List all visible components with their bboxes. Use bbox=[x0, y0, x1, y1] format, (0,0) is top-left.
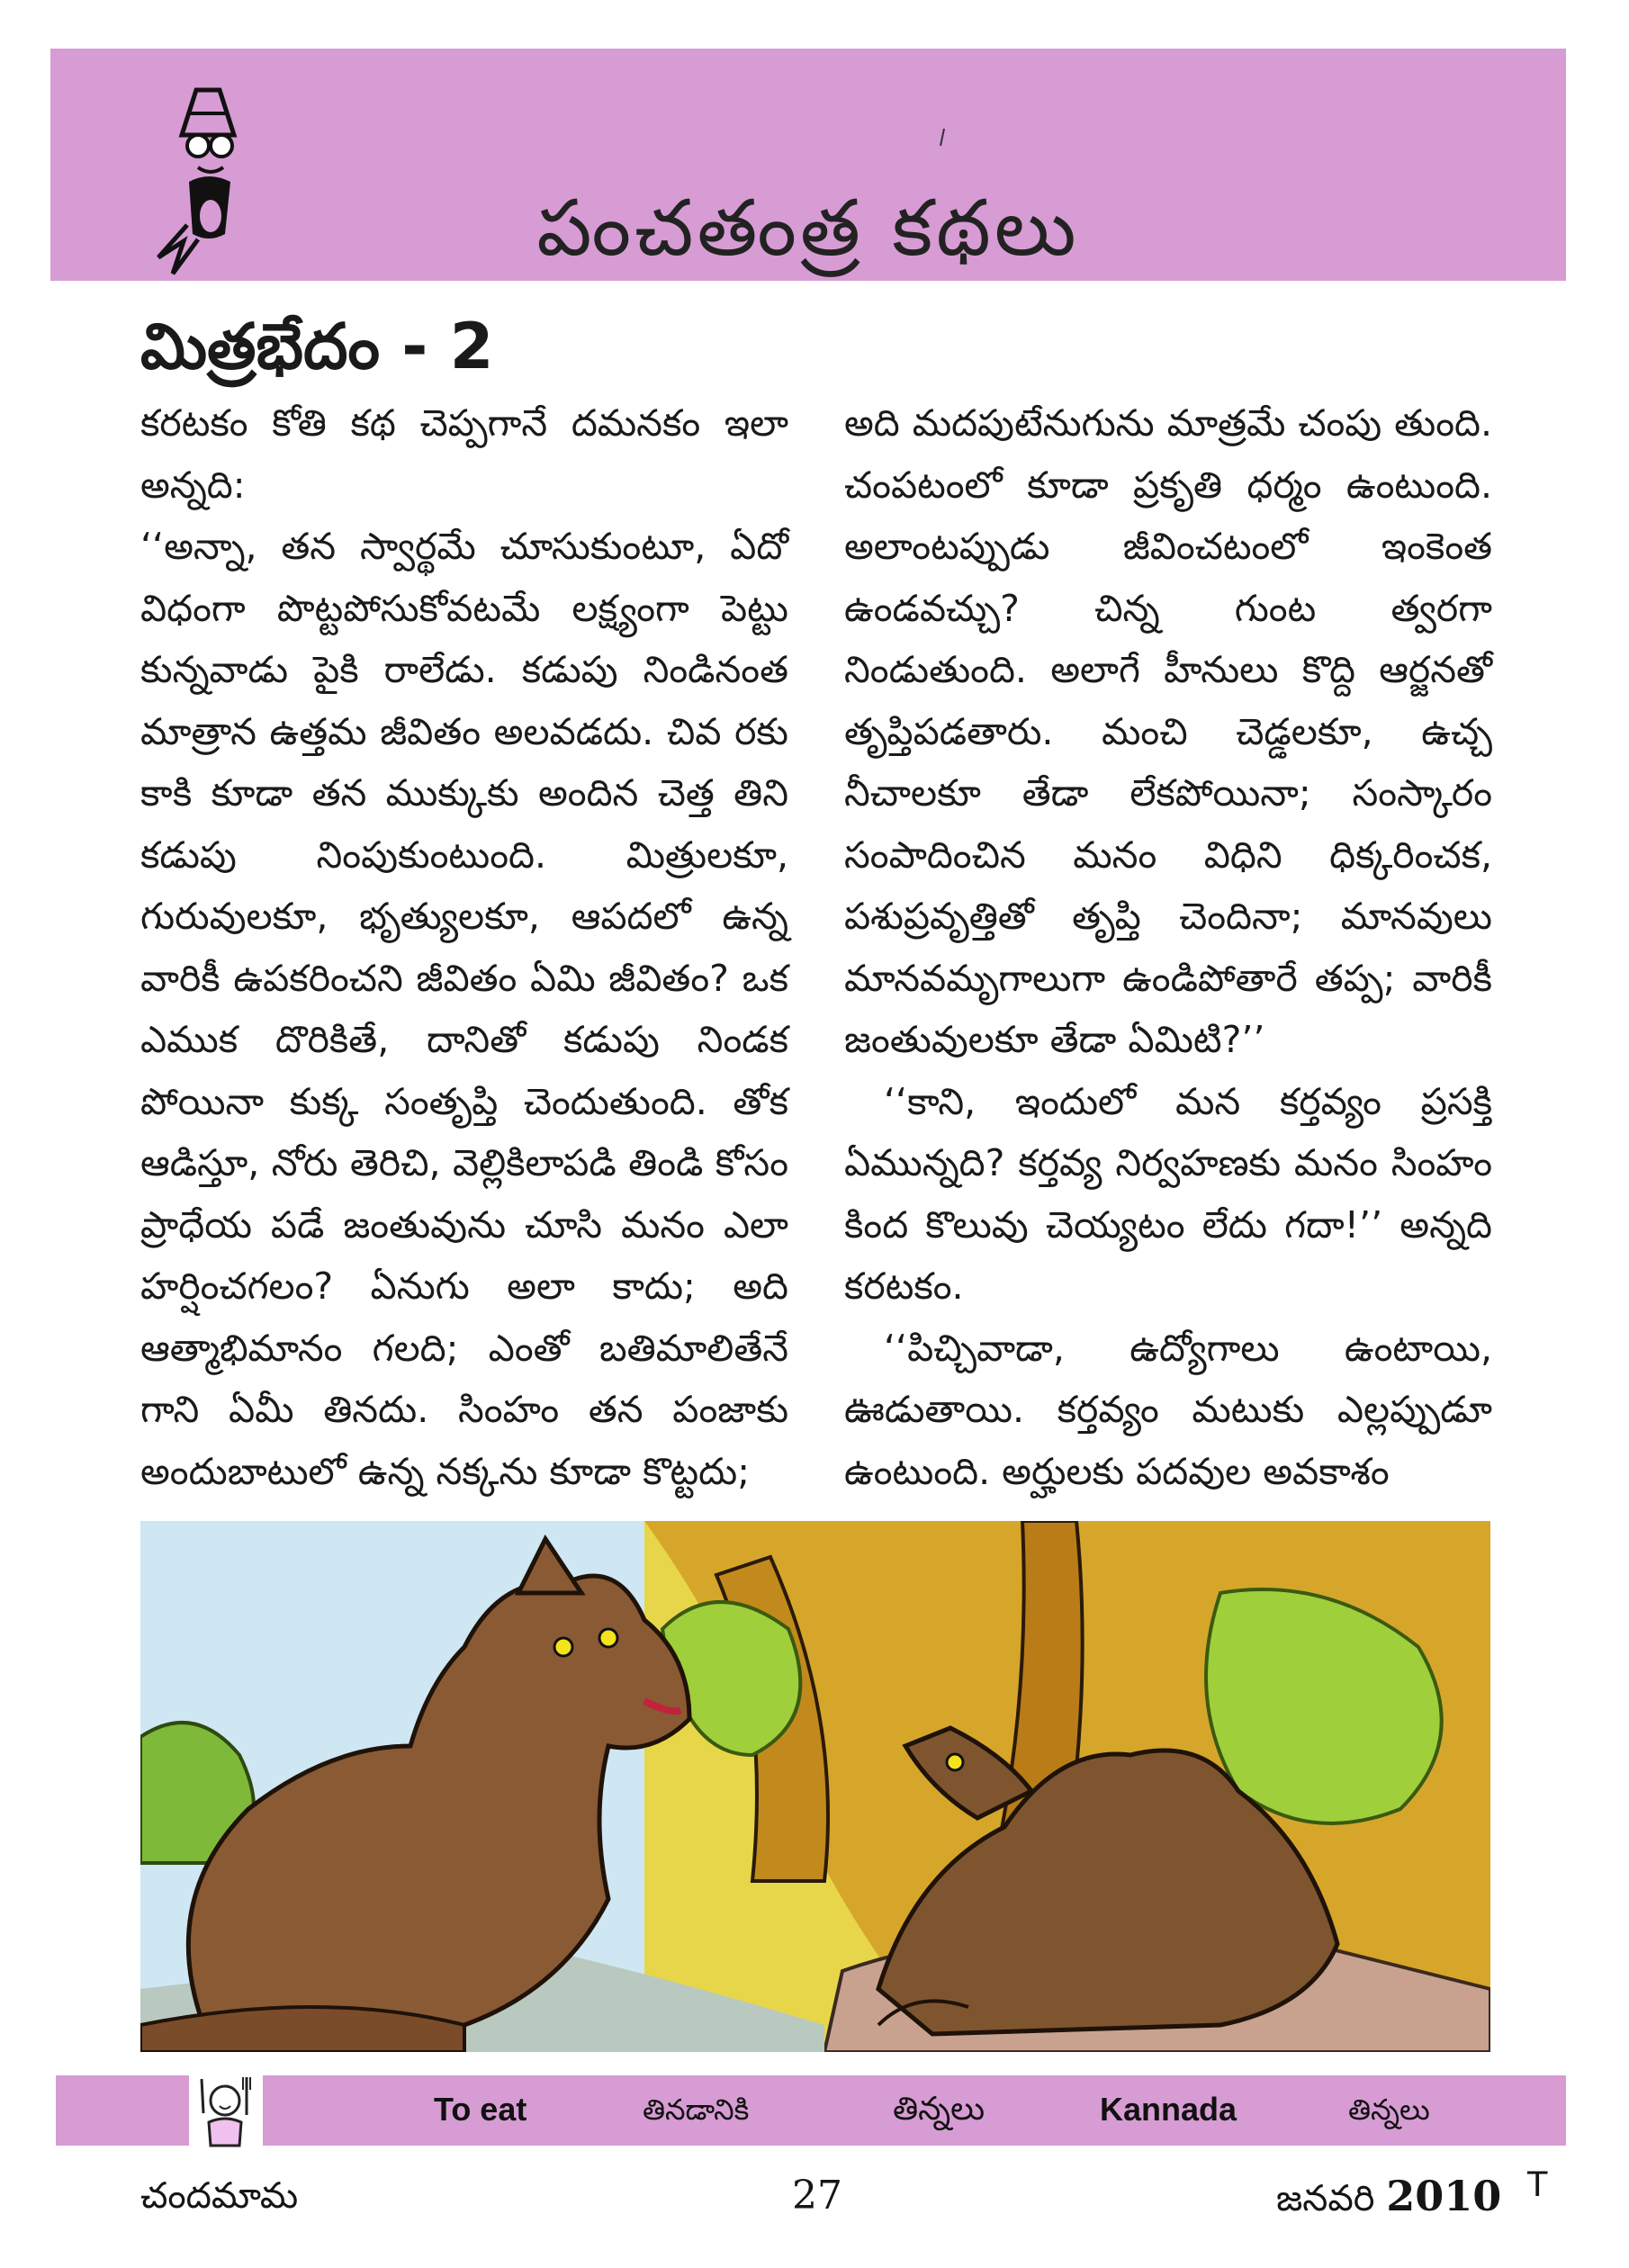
right-column bbox=[844, 392, 1492, 1502]
paragraph: ‘‘అన్నా, తన స్వార్థమే చూసుకుంటూ, ఏదో విధంగా పొట్టపోసుకోవటమే లక్ష్యంగా పెట్టు కున్నవాడు పైకి రాలేడు. కడుపు నిండినంత మాత్రాన ఉత్తమ జీవితం అలవడదు. చివ రకు కాకి కూడా తన ముక్కుకు అందిన చెత్త తిని కడుపు నింపుకుంటుంది. మిత్రులకూ, గురువులకూ, భృత్యులకూ, ఆపదలో ఉన్న వారికీ ఉపకరించని జీవితం ఏమి జీవితం? ఒక ఎముక దొరికితే, దానితో కడుపు నిండక పోయినా కుక్క సంతృప్తి చెందుతుంది. తోక ఆడిస్తూ, నోరు తెరిచి, వెల్లికిలాపడి తిండి కోసం ప్రాధేయ పడే జంతువును చూసి మనం ఎలా హర్షించగలం? ఏనుగు అలా కాదు; అది ఆత్మాభిమానం గలది; ఎంతో బతిమాలితేనే గాని ఏమీ తినదు. సింహం తన పంజాకు అందుబాటులో ఉన్న నక్కను కూడా కొట్టదు; bbox=[140, 525, 788, 1493]
page-title: పంచతంత్ర కథలు bbox=[536, 184, 1080, 274]
two-jackals-in-forest-illustration bbox=[140, 1521, 1490, 2052]
vocab-english-word: To eat bbox=[434, 2091, 527, 2128]
vocab-kannada-word: తిన్నలు bbox=[893, 2091, 986, 2128]
header-band bbox=[50, 49, 1566, 281]
corner-mark: T bbox=[1526, 2164, 1549, 2204]
decorative-tick-icon bbox=[938, 128, 947, 148]
issue-date bbox=[1276, 2171, 1501, 2224]
paragraph: ‘‘కాని, ఇందులో మన కర్తవ్యం ప్రసక్తి ఏమున్నది? కర్తవ్య నిర్వహణకు మనం సింహం కింద కొలువు చెయ్యటం లేదు గదా!’’ అన్నది కరటకం. bbox=[844, 1079, 1492, 1308]
issue-year: 2010 bbox=[1386, 2172, 1502, 2220]
paragraph: కరటకం కోతి కథ చెప్పగానే దమనకం ఇలా అన్నది: bbox=[140, 401, 788, 507]
vocab-kannada-word: తిన్నలు bbox=[1348, 2092, 1430, 2127]
paragraph: ‘‘పిచ్చివాడా, ఉద్యోగాలు ఉంటాయి, ఊడుతాయి. కర్తవ్యం మటుకు ఎల్లప్పుడూ ఉంటుంది. అర్హులకు పదవుల అవకాశం bbox=[844, 1326, 1492, 1493]
vocab-language-label: Kannada bbox=[1100, 2091, 1238, 2128]
page-number: 27 bbox=[792, 2173, 842, 2218]
story-title: మిత్రభేదం - 2 bbox=[140, 310, 494, 383]
issue-month: జనవరి bbox=[1276, 2178, 1375, 2219]
paragraph: అది మదపుటేనుగును మాత్రమే చంపు తుంది. చంపటంలో కూడా ప్రకృతి ధర్మం ఉంటుంది. అలాంటప్పుడు జీవించటంలో ఇంకెంత ఉండవచ్చు? చిన్న గుంట త్వరగా నిండుతుంది. అలాగే హీనులు కొద్ది ఆర్జనతో తృప్తిపడతారు. మంచి చెడ్డలకూ, ఉచ్చ నీచాలకూ తేడా లేకపోయినా; సంస్కారం సంపాదించిన మనం విధిని ధిక్కరించక, పశుప్రవృత్తితో తృప్తి చెందినా; మానవులు మానవమృగాలుగా ఉండిపోతారే తప్ప; వారికీ జంతువులకూ తేడా ఏమిటి?’’ bbox=[844, 401, 1492, 1061]
vocabulary-bar bbox=[56, 2075, 1566, 2146]
eating-child-icon bbox=[189, 2068, 263, 2151]
magazine-name: చందమామ bbox=[140, 2175, 299, 2217]
vocab-telugu-word: తినడానికి bbox=[643, 2092, 750, 2127]
left-column bbox=[140, 392, 788, 1502]
